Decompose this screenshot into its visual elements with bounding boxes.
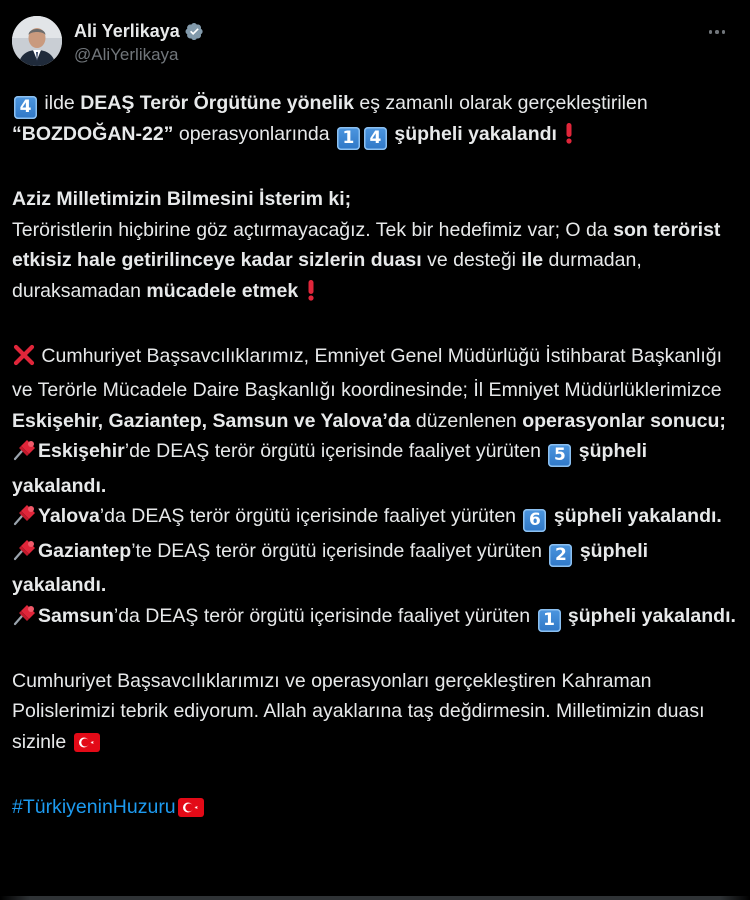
red-cross-icon xyxy=(12,344,36,376)
keycap-digit: 5 xyxy=(548,444,571,467)
text-span: Cumhuriyet Başsavcılıklarımız, Emniyet Genel Müdürlüğü İstihbarat Başkanlığı ve Terörle Mücadele Daire Başkanlığı koordinesinde; İl Emniyet Müdürlüklerimizce xyxy=(12,344,723,401)
more-options-icon[interactable] xyxy=(702,20,732,44)
author-names xyxy=(74,20,204,66)
spacer xyxy=(12,761,738,792)
city-name: Eskişehir xyxy=(38,440,125,462)
pushpin-icon xyxy=(12,602,38,636)
text-span: ’da DEAŞ terör örgütü içerisinde faaliyet yürüten xyxy=(99,505,522,527)
tweet-paragraph-1 xyxy=(12,88,738,154)
bold-text: şüpheli yakalandı. xyxy=(12,440,648,497)
keycap-digit: 1 xyxy=(538,609,561,632)
turkey-flag-icon xyxy=(178,796,204,827)
text-span: ’te DEAŞ terör örgütü içerisinde faaliyet yürüten xyxy=(131,539,548,562)
bold-text: Eskişehir, Gaziantep, Samsun ve Yalova’da xyxy=(12,409,411,432)
keycap-digit: 4 xyxy=(364,127,387,150)
tweet-text xyxy=(12,88,738,826)
text-span: düzenlenen xyxy=(410,409,523,432)
bold-text: “BOZDOĞAN-22” xyxy=(12,123,174,145)
city-name: Yalova xyxy=(38,505,100,527)
author-display-name-row[interactable] xyxy=(74,20,204,42)
red-exclamation-icon xyxy=(304,279,318,311)
tweet-paragraph-4 xyxy=(12,666,738,762)
keycap-digit: 6 xyxy=(523,509,546,532)
list-item xyxy=(12,501,738,536)
bold-text: son terörist etkisiz hale getirilinceye kadar sizlerin duası xyxy=(12,218,721,271)
list-item xyxy=(12,536,738,601)
tweet-header xyxy=(12,16,734,72)
keycap-digit: 1 xyxy=(337,127,360,150)
text-span: Teröristlerin hiçbirine göz açtırmayacağız. Tek bir hedefimiz var; O da xyxy=(12,218,614,241)
bottom-divider xyxy=(0,896,750,900)
bold-text: ile xyxy=(521,249,544,271)
bold-text: şüpheli yakalandı. xyxy=(12,539,649,596)
tweet-paragraph-2 xyxy=(12,184,738,310)
verified-badge-icon[interactable] xyxy=(185,22,204,41)
list-item xyxy=(12,601,738,636)
spacer xyxy=(12,310,738,341)
hashtag-link[interactable]: #TürkiyeninHuzuru xyxy=(12,795,176,818)
bold-text: mücadele etmek xyxy=(146,279,299,302)
bold-text: şüpheli yakalandı. xyxy=(567,604,736,627)
text-span: ’da DEAŞ terör örgütü içerisinde faaliyet yürüten xyxy=(113,604,536,627)
keycap-digit: 2 xyxy=(549,544,572,567)
text-span: durmadan, duraksamadan xyxy=(12,249,642,302)
avatar[interactable] xyxy=(12,16,62,66)
text-span: eş zamanlı olarak gerçekleştirilen xyxy=(353,92,648,114)
tweet-paragraph-3 xyxy=(12,341,738,437)
city-name: Gaziantep xyxy=(38,539,132,562)
turkey-flag-icon xyxy=(74,731,100,762)
red-exclamation-icon xyxy=(562,122,576,154)
keycap-digit: 4 xyxy=(14,96,37,119)
bold-heading: Aziz Milletimizin Bilmesini İsterim ki; xyxy=(12,188,352,210)
text-span: operasyonlarında xyxy=(173,123,335,145)
text-span: ve desteği xyxy=(421,249,522,271)
list-item xyxy=(12,436,738,501)
bold-text: şüpheli yakalandı xyxy=(394,123,557,145)
pushpin-icon xyxy=(12,502,38,536)
author-handle[interactable]: @AliYerlikaya xyxy=(74,45,179,64)
city-name: Samsun xyxy=(38,604,114,627)
author-display-name[interactable]: Ali Yerlikaya xyxy=(74,21,180,41)
text-span: Cumhuriyet Başsavcılıklarımızı ve operasyonları gerçekleştiren Kahraman Polislerimizi tebrik ediyorum. Allah ayaklarına taş değdirmesin. Milletimizin duası sizinle xyxy=(12,669,705,753)
spacer xyxy=(12,154,738,185)
text-span: ilde xyxy=(39,92,81,114)
text-span: ’de DEAŞ terör örgütü içerisinde faaliyet yürüten xyxy=(124,440,547,462)
bold-text: operasyonlar sonucu; xyxy=(522,409,726,432)
bold-text: DEAŞ Terör Örgütüne yönelik xyxy=(80,92,354,114)
hashtag-line xyxy=(12,792,738,827)
spacer xyxy=(12,635,738,666)
pushpin-icon xyxy=(12,437,38,471)
bold-text: şüpheli yakalandı. xyxy=(553,505,722,527)
pushpin-icon xyxy=(12,537,38,571)
